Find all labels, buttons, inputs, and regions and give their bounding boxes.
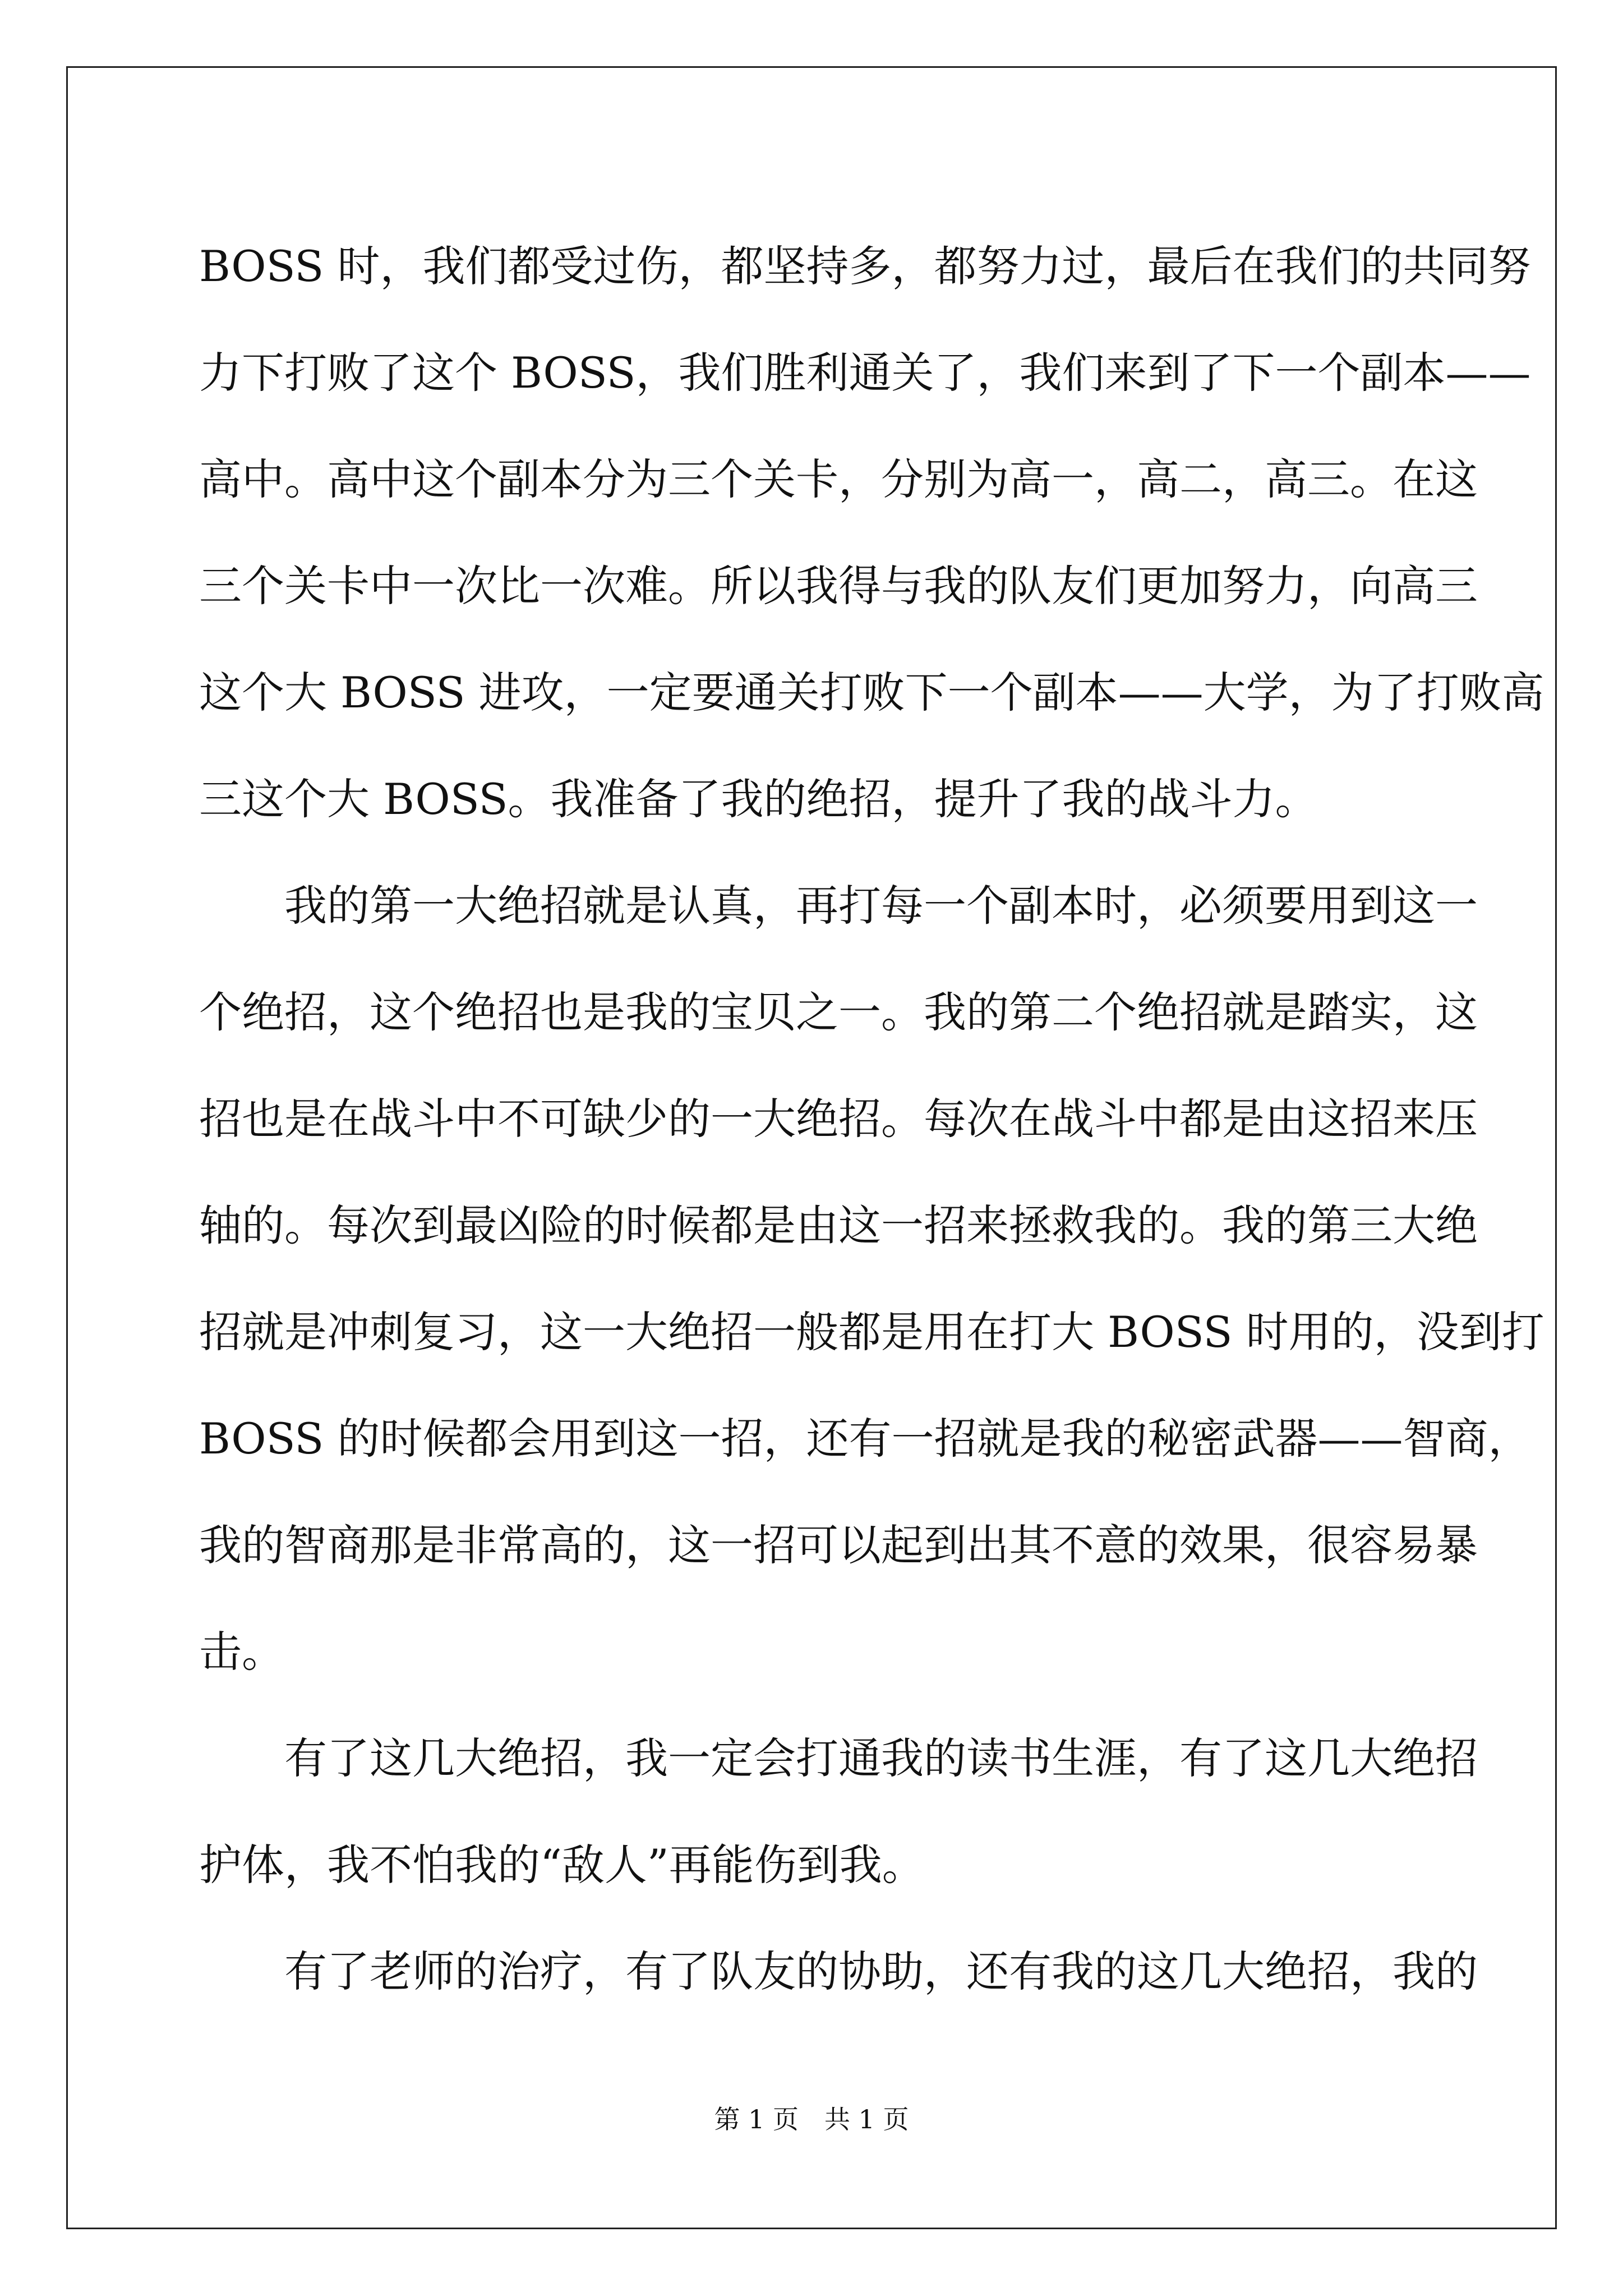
text-line-17: 有了老师的治疗，有了队友的协助，还有我的这几大绝招，我的 — [284, 1947, 1478, 1996]
text-line-7: 我的第一大绝招就是认真，再打每一个副本时，必须要用到这一 — [284, 881, 1478, 931]
text-line-4: 三个关卡中一次比一次难。所以我得与我的队友们更加努力，向高三 — [199, 561, 1478, 611]
document-body — [199, 213, 1544, 2025]
text-line-8: 个绝招，这个绝招也是我的宝贝之一。我的第二个绝招就是踏实，这 — [199, 987, 1478, 1037]
text-line-10: 轴的。每次到最凶险的时候都是由这一招来拯救我的。我的第三大绝 — [199, 1200, 1478, 1250]
text-line-1: BOSS 时，我们都受过伤，都坚持多，都努力过，最后在我们的共同努 — [199, 241, 1531, 291]
text-line-12: BOSS 的时候都会用到这一招，还有一招就是我的秘密武器——智商， — [199, 1414, 1531, 1464]
text-line-5: 这个大 BOSS 进攻，一定要通关打败下一个副本——大学，为了打败高 — [199, 668, 1544, 717]
text-line-11: 招就是冲刺复习，这一大绝招一般都是用在打大 BOSS 时用的，没到打 — [199, 1307, 1544, 1357]
text-line-13: 我的智商那是非常高的，这一招可以起到出其不意的效果，很容易暴 — [199, 1520, 1478, 1570]
text-line-16: 护体，我不怕我的“敌人”再能伤到我。 — [199, 1840, 925, 1890]
text-line-2: 力下打败了这个 BOSS，我们胜利通关了，我们来到了下一个副本—— — [199, 348, 1531, 398]
text-line-14: 击。 — [199, 1627, 284, 1677]
text-line-15: 有了这几大绝招，我一定会打通我的读书生涯，有了这几大绝招 — [284, 1733, 1478, 1783]
text-line-3: 高中。高中这个副本分为三个关卡，分别为高一，高二，高三。在这 — [199, 454, 1478, 504]
text-line-6: 三这个大 BOSS。我准备了我的绝招，提升了我的战斗力。 — [199, 774, 1318, 824]
page-footer: 第 1 页 共 1 页 — [714, 2104, 909, 2134]
text-line-9: 招也是在战斗中不可缺少的一大绝招。每次在战斗中都是由这招来压 — [199, 1094, 1478, 1144]
